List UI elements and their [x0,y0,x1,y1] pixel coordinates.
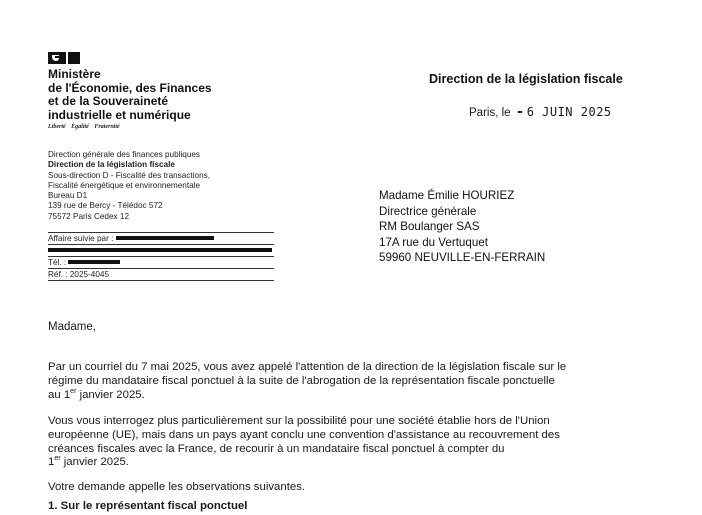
ministry-line: industrielle et numérique [48,107,191,122]
recipient-address [379,188,545,266]
sender-line: Direction générale des finances publiques [48,150,201,159]
redacted-name [116,236,214,240]
recipient-line: 59960 NEUVILLE-EN-FERRAIN [379,251,546,265]
date-line [469,104,612,120]
section-heading: 1. Sur le représentant fiscal ponctuel [48,500,248,512]
paragraph-line [48,456,656,470]
ministry-line: Ministère [48,67,101,81]
ministry-line: et de la Souveraineté [48,94,169,108]
ministry-line: de l'Économie, des Finances [48,80,212,95]
date-prefix: Paris, le [469,107,511,119]
affaire-email-row [48,245,274,257]
motto-word: Liberté [48,124,66,130]
paragraph-line: Vous vous interrogez plus particulièrement sur la possibilité pour une société établie hors de l'Union [48,415,550,427]
direction-title: Direction de la législation fiscale [429,72,623,86]
paragraph-line: régime du mandataire fiscal ponctuel à la suite de l'abrogation de la représentation fiscale ponctuelle [48,374,555,387]
affaire-label: Affaire suivie par : [48,234,114,243]
paragraph-2 [48,415,656,470]
motto-word: Égalité [71,124,89,130]
recipient-line: 17A rue du Vertuquet [379,235,488,249]
affaire-row [48,233,274,245]
motto-word: Fraternité [94,124,120,130]
paragraph-1 [48,361,656,402]
ref-row [48,269,274,281]
recipient-line: RM Boulanger SAS [379,220,480,234]
sender-line: 75572 Paris Cedex 12 [48,211,130,221]
sender-line: 139 rue de Bercy - Télédoc 572 [48,201,163,211]
text-run: janvier 2025. [60,456,129,469]
paragraph-3: Votre demande appelle les observations suivantes. [48,481,306,493]
sender-line: Direction de la législation fiscale [48,160,175,170]
ministry-name [48,68,212,122]
recipient-line: Madame Émilie HOURIEZ [379,189,515,202]
paragraph-line: Par un courriel du 7 mai 2025, vous avez appelé l'attention de la direction de la législation fiscale sur le [48,361,567,373]
affaire-block [48,232,274,281]
tel-row [48,257,274,269]
salutation: Madame, [48,321,96,333]
text-run: au 1 [48,388,71,401]
tel-label: Tél. : [48,258,67,267]
text-run: 1 [48,456,55,469]
paragraph-line: européenne (UE), mais dans un pays ayant conclu une convention d'assistance au recouvrement des [48,428,560,441]
recipient-line: Directrice générale [379,204,477,218]
motto [48,124,124,130]
sender-line: Fiscalité énergétique et environnementale [48,180,201,190]
ref-label: Réf. : 2025-4045 [48,270,109,279]
redacted-phone [68,260,120,264]
sender-line: Bureau D1 [48,191,88,201]
handwritten-date-value: 6 JUIN 2025 [526,105,612,119]
handwritten-date: - 6 JUIN 2025 [515,104,612,120]
paragraph-line: créances fiscales avec la France, de recourir à un mandataire fiscal ponctuel à compter du [48,442,505,455]
sender-block [48,150,210,222]
marianne-logo-icon [48,52,80,64]
sender-line: Sous-direction D - Fiscalité des transactions, [48,170,210,180]
text-run: janvier 2025. [76,388,145,401]
superscript: er [54,455,61,463]
superscript: er [70,387,77,395]
redacted-email [48,248,272,252]
paragraph-line [48,389,656,403]
